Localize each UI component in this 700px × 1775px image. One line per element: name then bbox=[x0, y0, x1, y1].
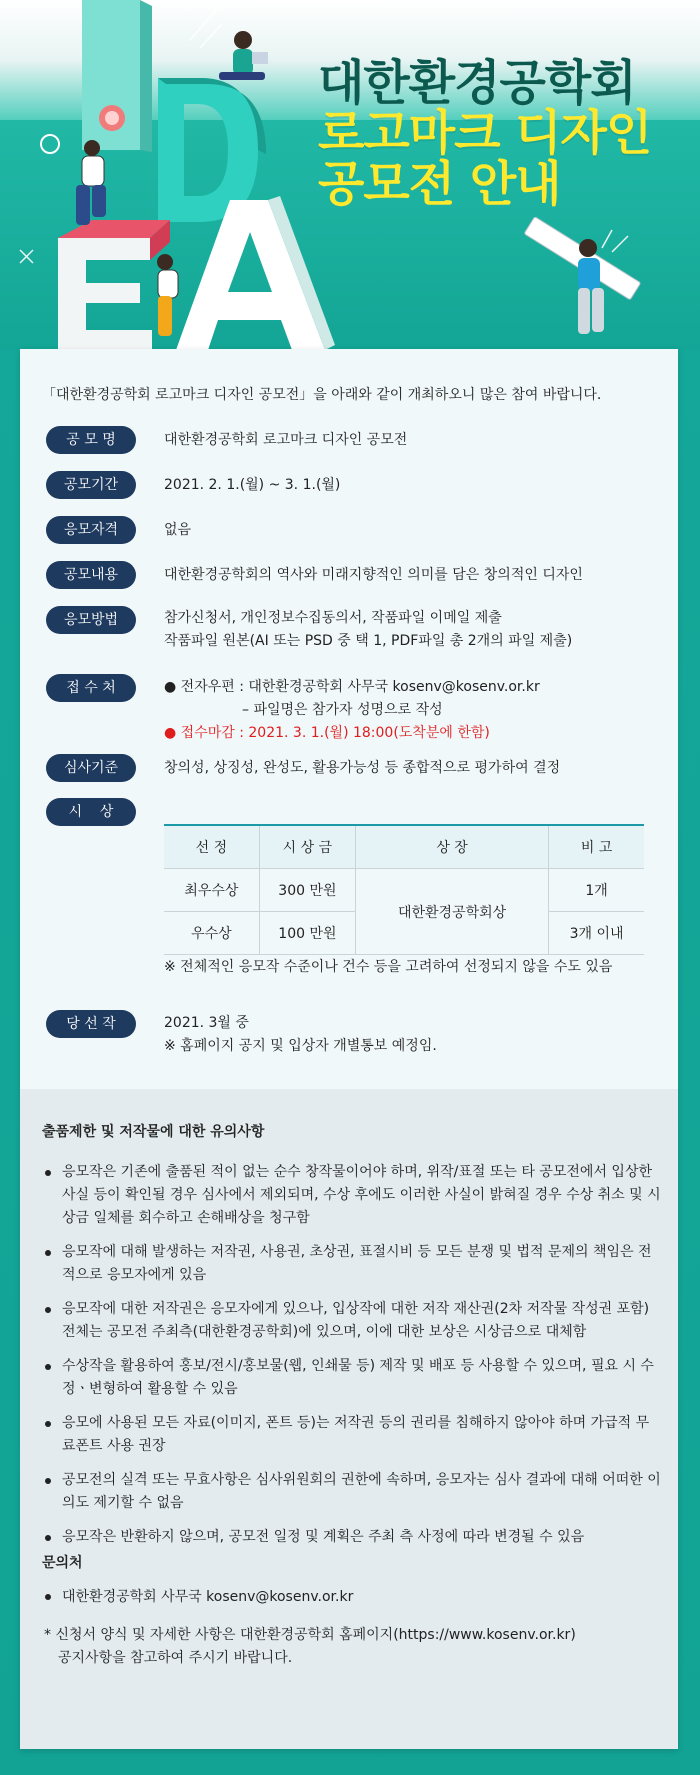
deadline-text: 접수마감 : 2021. 3. 1.(월) 18:00(도착분에 한함) bbox=[180, 725, 490, 741]
receipt-line-2: – 파일명은 참가자 성명으로 작성 bbox=[242, 702, 443, 718]
value-qualification: 없음 bbox=[164, 522, 192, 538]
table-row bbox=[164, 869, 644, 912]
label-contest-name: 공 모 명 bbox=[46, 426, 136, 454]
label-period: 공모기간 bbox=[46, 471, 136, 499]
value-content: 대한환경공학회의 역사와 미래지향적인 의미를 담은 창의적인 디자인 bbox=[164, 567, 583, 583]
notice-card bbox=[20, 349, 678, 1749]
header-certificate: 상 장 bbox=[356, 825, 549, 869]
prize-table-header-row bbox=[164, 825, 644, 869]
label-method: 응모방법 bbox=[46, 606, 136, 634]
cell-grand-prize-money: 300 만원 bbox=[259, 869, 355, 912]
list-item: 응모작에 대한 저작권은 응모자에게 있으나, 입상작에 대한 저작 재산권(2차 저작물 작성권 포함) 전체는 공모전 주최측(대한환경공학회)에 있으며, 이에 대한 보상은 시상금으로 대체함 bbox=[42, 1298, 662, 1344]
footnote-line-2: 공지사항을 참고하여 주시기 바랍니다. bbox=[58, 1650, 293, 1666]
receipt-email-text: 전자우편 : 대한환경공학회 사무국 kosenv@kosenv.or.kr bbox=[180, 679, 540, 695]
value-winner bbox=[164, 1012, 437, 1058]
list-item: 공모전의 실격 또는 무효사항은 심사위원회의 권한에 속하며, 응모자는 심사 결과에 대해 어떠한 이의도 제기할 수 없음 bbox=[42, 1469, 662, 1515]
intro-text: 「대한환경공학회 로고마크 디자인 공모전」을 아래와 같이 개최하오니 많은 참여 바랍니다. bbox=[42, 387, 602, 403]
title-line-3: 공모전 안내 bbox=[318, 155, 561, 212]
cell-certificate: 대한환경공학회상 bbox=[356, 869, 549, 955]
info-section bbox=[20, 349, 678, 1089]
contact-title: 문의처 bbox=[42, 1555, 83, 1571]
list-item: 수상작을 활용하여 홍보/전시/홍보물(웹, 인쇄물 등) 제작 및 배포 등 사용할 수 있으며, 필요 시 수정ㆍ변형하여 활용할 수 있음 bbox=[42, 1355, 662, 1401]
value-contest-name: 대한환경공학회 로고마크 디자인 공모전 bbox=[164, 432, 408, 448]
notes-section bbox=[20, 1089, 678, 1749]
footnote-line-1: * 신청서 양식 및 자세한 사항은 대한환경공학회 홈페이지(https://www.kosenv.or.kr) bbox=[44, 1627, 576, 1643]
header-remarks: 비 고 bbox=[549, 825, 644, 869]
hero-title bbox=[318, 55, 652, 212]
title-line-1: 대한환경공학회 bbox=[318, 55, 636, 111]
contact-line: 대한환경공학회 사무국 kosenv@kosenv.or.kr bbox=[42, 1586, 353, 1606]
cell-grand-prize: 최우수상 bbox=[164, 869, 259, 912]
label-award: 시 상 bbox=[46, 798, 136, 826]
person-ruler bbox=[524, 217, 641, 334]
header-selection: 선 정 bbox=[164, 825, 259, 869]
method-line-1: 참가신청서, 개인정보수집동의서, 작품파일 이메일 제출 bbox=[164, 610, 502, 626]
winner-line-1: 2021. 3월 중 bbox=[164, 1015, 249, 1031]
notes-title: 출품제한 및 저작물에 대한 유의사항 bbox=[42, 1124, 265, 1140]
value-receipt bbox=[164, 676, 540, 745]
notes-list bbox=[42, 1161, 662, 1560]
label-qualification: 응모자격 bbox=[46, 516, 136, 544]
person-pushing bbox=[157, 254, 178, 336]
label-winner: 당 선 작 bbox=[46, 1010, 136, 1038]
hero-banner bbox=[0, 0, 700, 350]
letter-e-shape bbox=[58, 220, 170, 350]
cell-excellence-prize: 우수상 bbox=[164, 912, 259, 955]
title-line-2: 로고마크 디자인 bbox=[318, 105, 652, 162]
cell-excellence-prize-count: 3개 이내 bbox=[549, 912, 644, 955]
header-prize-money: 시 상 금 bbox=[259, 825, 355, 869]
value-method bbox=[164, 607, 572, 653]
list-item: 응모에 사용된 모든 자료(이미지, 폰트 등)는 저작권 등의 권리를 침해하지 않아야 하며 가급적 무료폰트 사용 권장 bbox=[42, 1412, 662, 1458]
value-criteria: 창의성, 상징성, 완성도, 활용가능성 등 종합적으로 평가하여 결정 bbox=[164, 760, 561, 776]
prize-table bbox=[164, 824, 644, 955]
award-note: ※ 전체적인 응모작 수준이나 건수 등을 고려하여 선정되지 않을 수도 있음 bbox=[164, 959, 613, 975]
receipt-line-1: ● 전자우편 : 대한환경공학회 사무국 kosenv@kosenv.or.kr bbox=[164, 679, 540, 695]
receipt-deadline: ● 접수마감 : 2021. 3. 1.(월) 18:00(도착분에 한함) bbox=[164, 725, 490, 741]
winner-line-2: ※ 홈페이지 공지 및 입상자 개별통보 예정임. bbox=[164, 1038, 437, 1054]
value-period: 2021. 2. 1.(월) ~ 3. 1.(월) bbox=[164, 477, 341, 493]
footnote bbox=[44, 1624, 664, 1670]
list-item: 응모작은 기존에 출품된 적이 없는 순수 창작물이어야 하며, 위작/표절 또는 타 공모전에서 입상한 사실 등이 확인될 경우 심사에서 제외되며, 수상 후에도 이러한 사실이 밝혀질 경우 수상 취소 및 시상금 일체를 회수하고 손해배상을 청구함 bbox=[42, 1161, 662, 1230]
person-laptop bbox=[219, 31, 268, 80]
method-line-2: 작품파일 원본(AI 또는 PSD 중 택 1, PDF파일 총 2개의 파일 제출) bbox=[164, 633, 573, 649]
label-content: 공모내용 bbox=[46, 561, 136, 589]
cell-excellence-prize-money: 100 만원 bbox=[259, 912, 355, 955]
cell-grand-prize-count: 1개 bbox=[549, 869, 644, 912]
list-item: 응모작에 대해 발생하는 저작권, 사용권, 초상권, 표절시비 등 모든 분쟁 및 법적 문제의 책임은 전적으로 응모자에게 있음 bbox=[42, 1241, 662, 1287]
label-receipt: 접 수 처 bbox=[46, 674, 136, 702]
list-item: 응모작은 반환하지 않으며, 공모전 일정 및 계획은 주최 측 사정에 따라 변경될 수 있음 bbox=[42, 1526, 662, 1549]
label-criteria: 심사기준 bbox=[46, 754, 136, 782]
